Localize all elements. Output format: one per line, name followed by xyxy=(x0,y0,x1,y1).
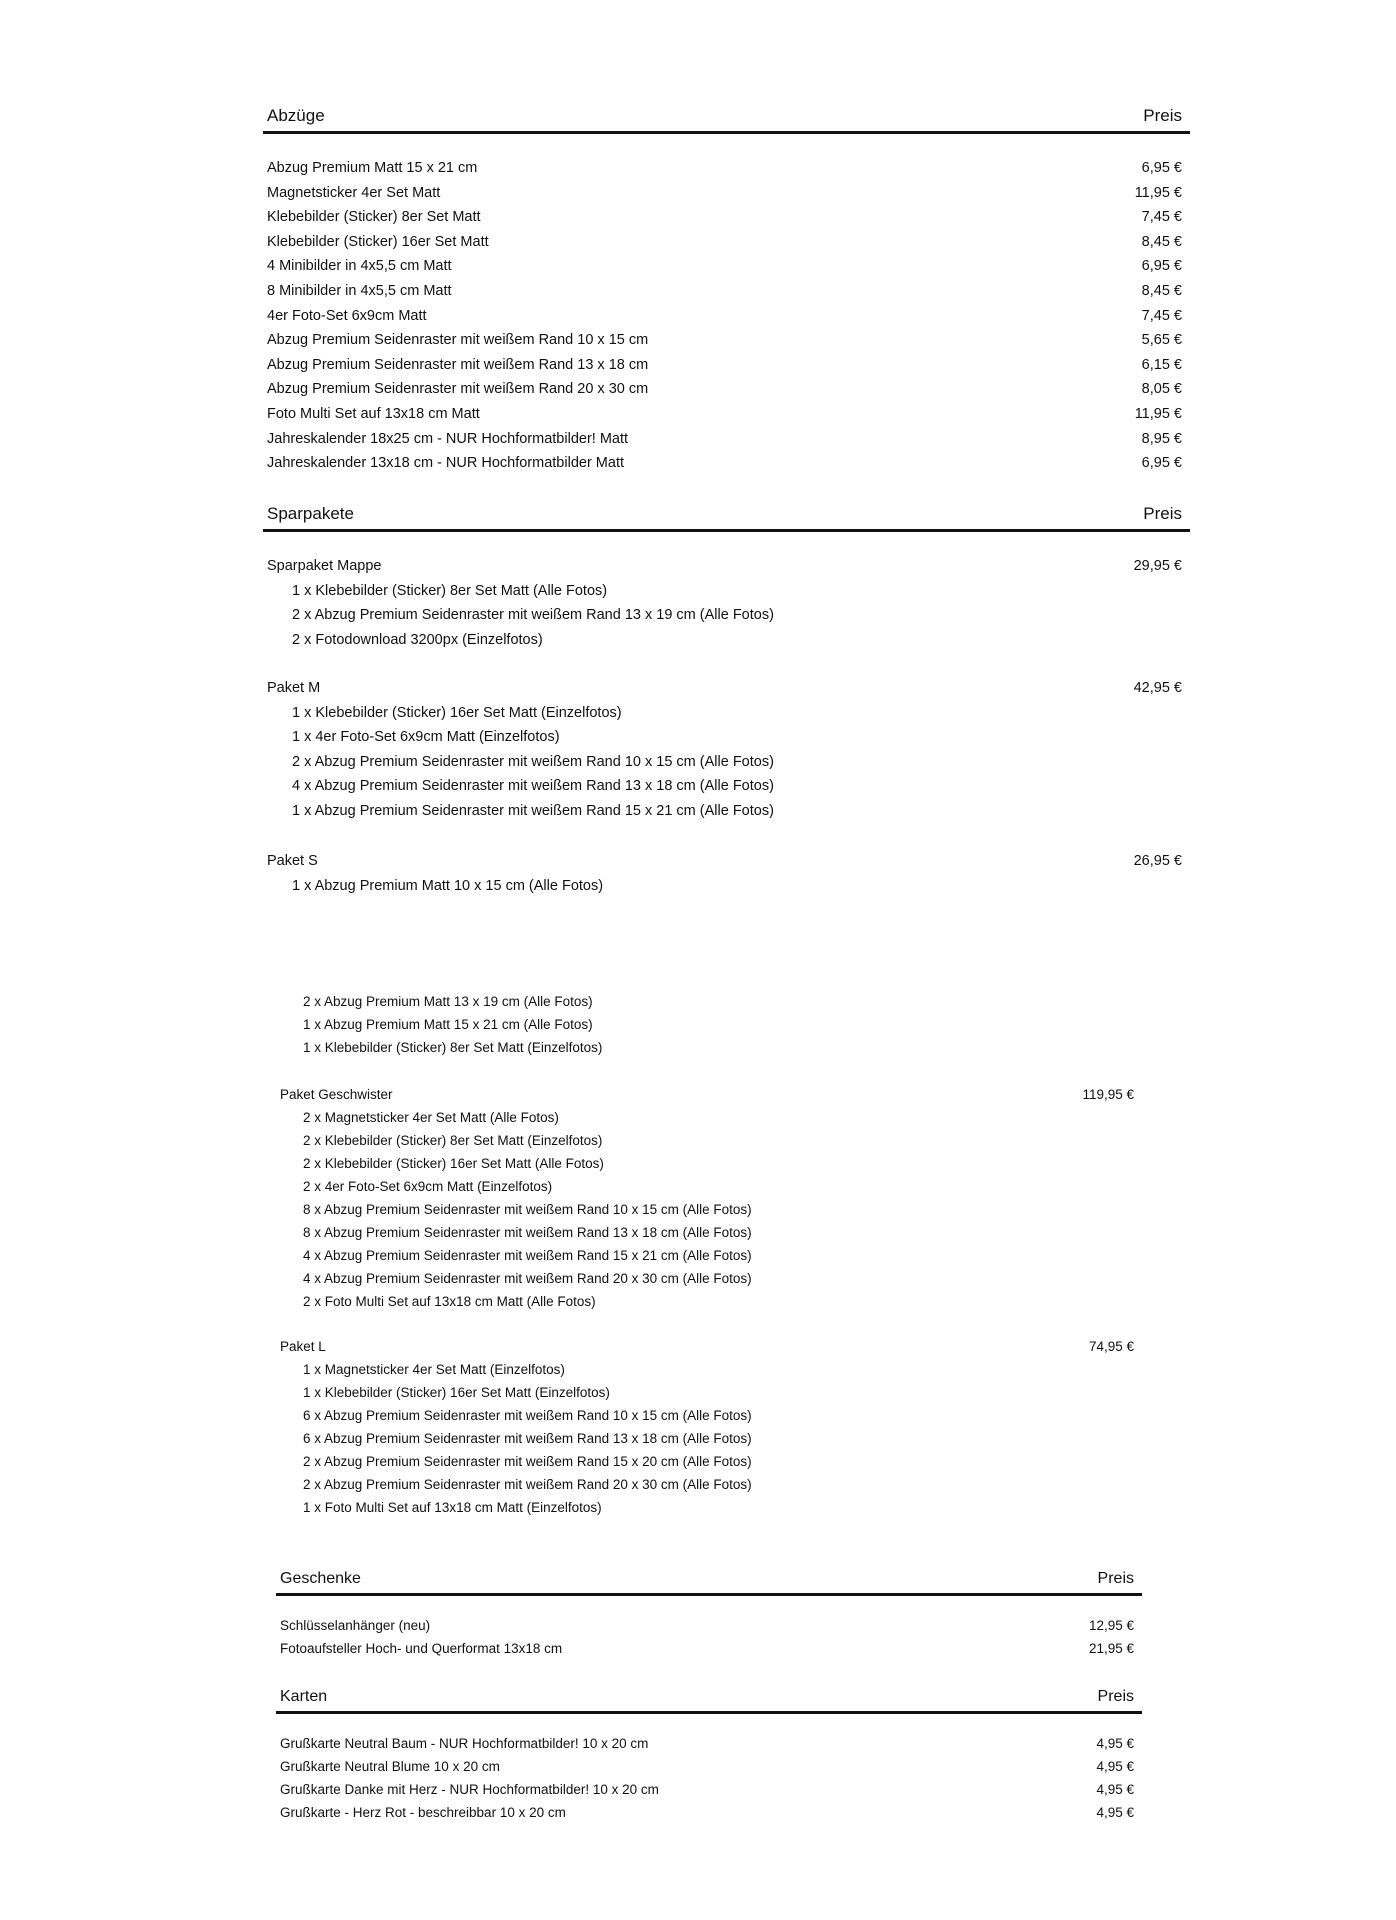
header-rule xyxy=(276,1711,1142,1714)
item-price: 6,95 € xyxy=(1141,455,1182,472)
list-item xyxy=(280,1780,1134,1800)
item-name: Abzug Premium Seidenraster mit weißem Rand 13 x 18 cm xyxy=(267,356,649,373)
list-item xyxy=(267,306,1182,326)
item-price: 8,95 € xyxy=(1141,430,1182,447)
package-content-item: 8 x Abzug Premium Seidenraster mit weißem Rand 10 x 15 cm (Alle Fotos) xyxy=(303,1202,752,1217)
package-content-item: 1 x Klebebilder (Sticker) 16er Set Matt (Einzelfotos) xyxy=(292,704,622,721)
item-price: 8,05 € xyxy=(1141,381,1182,398)
section-title: Geschenke xyxy=(280,1570,361,1587)
item-price: 21,95 € xyxy=(1088,1641,1134,1656)
price-column-header: Preis xyxy=(1097,1570,1134,1587)
price-column-header: Preis xyxy=(1097,1688,1134,1705)
package-content-item: 2 x Abzug Premium Seidenraster mit weißem Rand 10 x 15 cm (Alle Fotos) xyxy=(292,753,774,770)
item-name: Sparpaket Mappe xyxy=(267,558,382,574)
item-name: Abzug Premium Matt 15 x 21 cm xyxy=(267,160,478,176)
item-price: 8,45 € xyxy=(1141,233,1182,250)
package-content-item: 2 x 4er Foto-Set 6x9cm Matt (Einzelfotos) xyxy=(303,1179,553,1194)
item-name: Fotoaufsteller Hoch- und Querformat 13x18 cm xyxy=(280,1641,563,1656)
list-item xyxy=(280,1639,1134,1659)
price-column-header: Preis xyxy=(1143,504,1182,523)
package-content-item: 2 x Foto Multi Set auf 13x18 cm Matt (Alle Fotos) xyxy=(303,1294,596,1309)
package-content-item: 1 x Magnetsticker 4er Set Matt (Einzelfotos) xyxy=(303,1362,565,1377)
item-name: Jahreskalender 13x18 cm - NUR Hochformatbilder Matt xyxy=(267,455,624,472)
package-row xyxy=(267,851,1182,871)
item-name: Grußkarte - Herz Rot - beschreibbar 10 x 20 cm xyxy=(280,1805,566,1820)
package-content-item: 8 x Abzug Premium Seidenraster mit weißem Rand 13 x 18 cm (Alle Fotos) xyxy=(303,1225,752,1240)
item-price: 5,65 € xyxy=(1141,332,1182,349)
price-column-header: Preis xyxy=(1143,106,1182,125)
package-content-item: 2 x Abzug Premium Matt 13 x 19 cm (Alle Fotos) xyxy=(303,994,593,1009)
section-header-karten xyxy=(280,1684,1134,1706)
list-item xyxy=(267,183,1182,203)
package-row xyxy=(267,678,1182,698)
package-content-item: 2 x Magnetsticker 4er Set Matt (Alle Fotos) xyxy=(303,1110,559,1125)
list-item xyxy=(267,232,1182,252)
item-name: Grußkarte Neutral Blume 10 x 20 cm xyxy=(280,1759,500,1774)
item-name: Foto Multi Set auf 13x18 cm Matt xyxy=(267,406,480,422)
package-content-item: 1 x Klebebilder (Sticker) 8er Set Matt (Alle Fotos) xyxy=(292,582,608,599)
list-item xyxy=(267,158,1182,178)
package-content-item: 4 x Abzug Premium Seidenraster mit weißem Rand 20 x 30 cm (Alle Fotos) xyxy=(303,1271,752,1286)
item-price: 29,95 € xyxy=(1133,558,1182,574)
section-header-abzuege xyxy=(267,104,1182,126)
list-item xyxy=(267,453,1182,473)
item-price: 4,95 € xyxy=(1096,1736,1134,1751)
item-price: 74,95 € xyxy=(1088,1339,1134,1354)
package-content-item: 4 x Abzug Premium Seidenraster mit weißem Rand 15 x 21 cm (Alle Fotos) xyxy=(303,1248,752,1263)
list-item xyxy=(280,1803,1134,1823)
item-name: Grußkarte Danke mit Herz - NUR Hochformatbilder! 10 x 20 cm xyxy=(280,1782,659,1797)
item-name: 4 Minibilder in 4x5,5 cm Matt xyxy=(267,258,452,275)
header-rule xyxy=(263,529,1190,532)
item-name: Paket M xyxy=(267,680,321,696)
item-price: 119,95 € xyxy=(1082,1087,1134,1102)
item-price: 4,95 € xyxy=(1096,1805,1134,1820)
list-item xyxy=(267,429,1182,449)
list-item xyxy=(280,1616,1134,1636)
item-name: Klebebilder (Sticker) 8er Set Matt xyxy=(267,209,481,226)
item-price: 8,45 € xyxy=(1141,283,1182,299)
package-content-item: 1 x Klebebilder (Sticker) 8er Set Matt (Einzelfotos) xyxy=(303,1040,603,1055)
item-name: Abzug Premium Seidenraster mit weißem Rand 10 x 15 cm xyxy=(267,332,649,349)
package-content-item: 2 x Abzug Premium Seidenraster mit weißem Rand 13 x 19 cm (Alle Fotos) xyxy=(292,607,774,624)
package-content-item: 1 x Abzug Premium Seidenraster mit weißem Rand 15 x 21 cm (Alle Fotos) xyxy=(292,803,774,819)
list-item xyxy=(267,281,1182,301)
package-content-item: 1 x Klebebilder (Sticker) 16er Set Matt (Einzelfotos) xyxy=(303,1385,610,1400)
package-content-item: 2 x Klebebilder (Sticker) 8er Set Matt (Einzelfotos) xyxy=(303,1133,603,1148)
item-name: Paket Geschwister xyxy=(280,1087,393,1102)
item-price: 11,95 € xyxy=(1134,184,1182,201)
item-price: 26,95 € xyxy=(1133,853,1182,869)
item-name: Klebebilder (Sticker) 16er Set Matt xyxy=(267,233,489,250)
list-item xyxy=(267,207,1182,227)
item-name: Paket L xyxy=(280,1339,326,1354)
item-price: 7,45 € xyxy=(1141,209,1182,226)
package-content-item: 1 x Foto Multi Set auf 13x18 cm Matt (Einzelfotos) xyxy=(303,1500,602,1515)
item-name: 4er Foto-Set 6x9cm Matt xyxy=(267,307,427,324)
list-item xyxy=(280,1734,1134,1754)
list-item xyxy=(280,1757,1134,1777)
package-content-item: 2 x Klebebilder (Sticker) 16er Set Matt (Alle Fotos) xyxy=(303,1156,604,1171)
item-price: 6,95 € xyxy=(1141,160,1182,176)
item-name: Jahreskalender 18x25 cm - NUR Hochformatbilder! Matt xyxy=(267,430,629,447)
section-title: Karten xyxy=(280,1688,328,1705)
list-item xyxy=(267,256,1182,276)
package-content-item: 6 x Abzug Premium Seidenraster mit weißem Rand 10 x 15 cm (Alle Fotos) xyxy=(303,1408,752,1423)
package-content-item: 1 x 4er Foto-Set 6x9cm Matt (Einzelfotos) xyxy=(292,729,560,746)
item-price: 4,95 € xyxy=(1096,1782,1134,1797)
list-item xyxy=(267,330,1182,350)
item-price: 42,95 € xyxy=(1133,680,1182,696)
package-content-item: 6 x Abzug Premium Seidenraster mit weißem Rand 13 x 18 cm (Alle Fotos) xyxy=(303,1431,752,1446)
item-price: 6,95 € xyxy=(1141,258,1182,275)
item-price: 7,45 € xyxy=(1141,307,1182,324)
package-content-item: 2 x Abzug Premium Seidenraster mit weißem Rand 20 x 30 cm (Alle Fotos) xyxy=(303,1477,752,1492)
package-content-item: 2 x Fotodownload 3200px (Einzelfotos) xyxy=(292,631,543,648)
item-price: 11,95 € xyxy=(1134,406,1182,422)
list-item xyxy=(267,404,1182,424)
section-header-sparpakete xyxy=(267,502,1182,524)
section-title: Sparpakete xyxy=(267,504,354,523)
list-item xyxy=(267,379,1182,399)
section-header-geschenke xyxy=(280,1566,1134,1588)
item-name: Grußkarte Neutral Baum - NUR Hochformatbilder! 10 x 20 cm xyxy=(280,1736,649,1751)
package-row xyxy=(280,1085,1134,1105)
item-name: Schlüsselanhänger (neu) xyxy=(280,1618,431,1633)
item-name: Abzug Premium Seidenraster mit weißem Rand 20 x 30 cm xyxy=(267,381,649,398)
item-price: 12,95 € xyxy=(1088,1618,1134,1633)
package-content-item: 1 x Abzug Premium Matt 15 x 21 cm (Alle Fotos) xyxy=(303,1017,593,1032)
section-title: Abzüge xyxy=(267,106,325,125)
list-item xyxy=(267,355,1182,375)
package-row xyxy=(267,556,1182,576)
package-content-item: 2 x Abzug Premium Seidenraster mit weißem Rand 15 x 20 cm (Alle Fotos) xyxy=(303,1454,752,1469)
package-content-item: 1 x Abzug Premium Matt 10 x 15 cm (Alle Fotos) xyxy=(292,877,604,894)
package-content-item: 4 x Abzug Premium Seidenraster mit weißem Rand 13 x 18 cm (Alle Fotos) xyxy=(292,778,774,795)
header-rule xyxy=(263,131,1190,134)
header-rule xyxy=(276,1593,1142,1596)
item-name: 8 Minibilder in 4x5,5 cm Matt xyxy=(267,283,452,299)
item-name: Magnetsticker 4er Set Matt xyxy=(267,184,441,201)
item-price: 4,95 € xyxy=(1096,1759,1134,1774)
package-row xyxy=(280,1337,1134,1357)
item-price: 6,15 € xyxy=(1141,356,1182,373)
item-name: Paket S xyxy=(267,853,318,869)
